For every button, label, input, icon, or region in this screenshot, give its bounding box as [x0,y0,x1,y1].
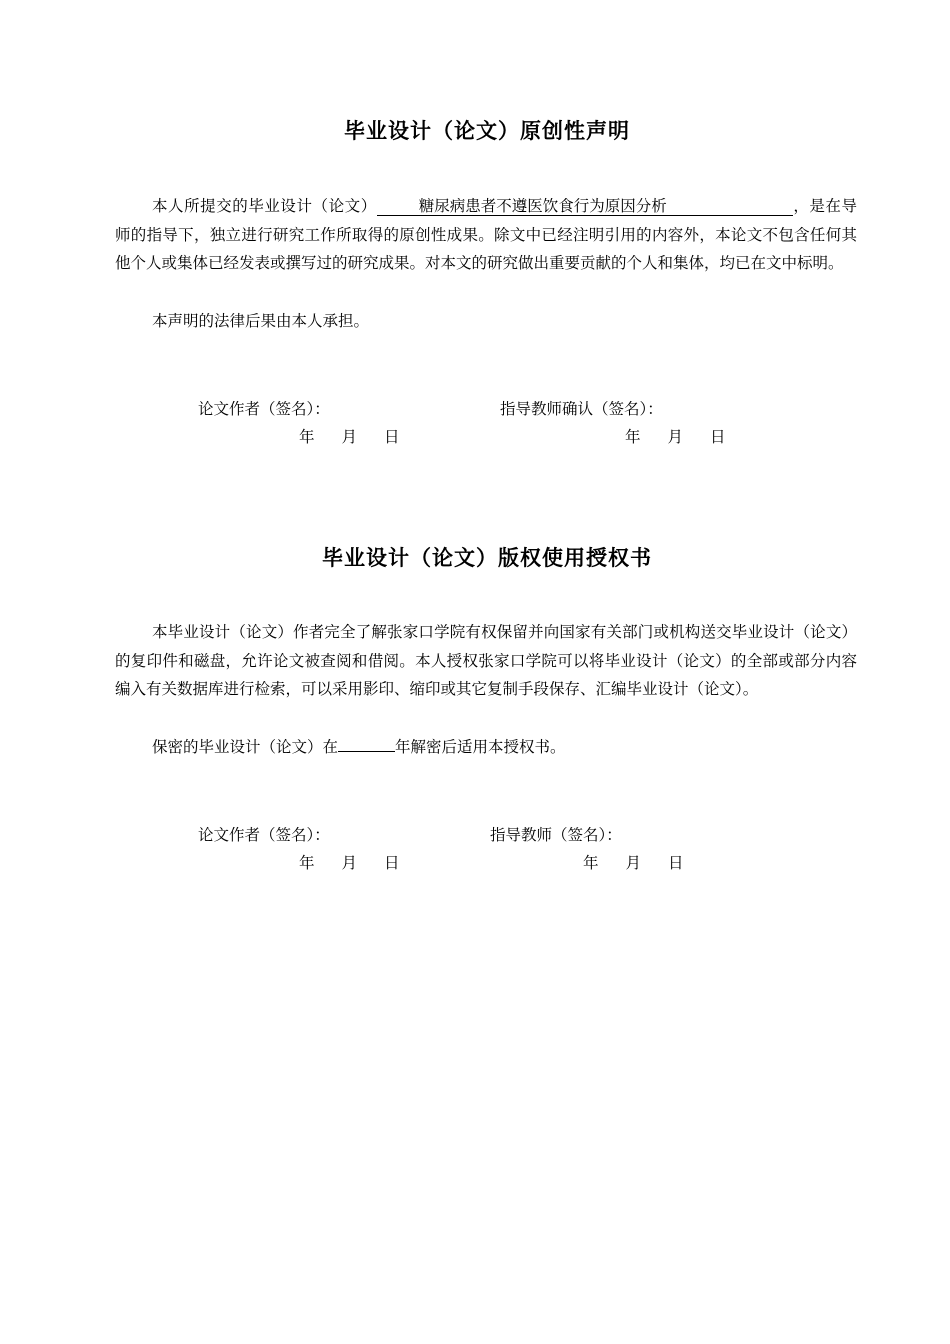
authorization-paragraph-1: 本毕业设计（论文）作者完全了解张家口学院有权保留并向国家有关部门或机构送交毕业设计（论文）的复印件和磁盘，允许论文被查阅和借阅。本人授权张家口学院可以将毕业设计（论文）的全部或部分内容编入有关数据库进行检索，可以采用影印、缩印或其它复制手段保存、汇编毕业设计（论文）。 [115,623,857,699]
declaration-author-date [299,425,400,447]
date-year: 年 [625,428,641,446]
declaration-p1-prefix: 本人所提交的毕业设计（论文） [152,197,377,215]
date-day: 日 [384,428,400,446]
authorization-author-signature-label: 论文作者（签名）： [198,826,330,844]
declaration-p1-suffix: ，是在导师的指导下，独立进行研究工作所取得的原创性成果。除文中已经注明引用的内容外，本论文不包含任何其他个人或集体已经发表或撰写过的研究成果。对本文的研究做出重要贡献的个人和集体，均已在文中标明。 [115,197,857,273]
authorization-author-date [299,851,400,873]
date-year: 年 [299,428,315,446]
date-year: 年 [299,854,315,872]
date-day: 日 [710,428,726,446]
date-day: 日 [384,854,400,872]
date-month: 月 [625,854,642,872]
date-day: 日 [668,854,684,872]
declaration-advisor-signature-label: 指导教师确认（签名）： [500,400,663,418]
date-month: 月 [667,428,684,446]
authorization-title: 毕业设计（论文）版权使用授权书 [322,546,652,570]
authorization-paragraph-2 [115,733,857,762]
decrypt-year-blank [338,751,395,752]
date-month: 月 [341,854,358,872]
thesis-title-field: 糖尿病患者不遵医饮食行为原因分析 [377,197,793,216]
declaration-author-signature-label: 论文作者（签名）： [198,400,330,418]
authorization-p2-prefix: 保密的毕业设计（论文）在 [152,738,339,756]
declaration-paragraph-2: 本声明的法律后果由本人承担。 [152,312,370,330]
declaration-advisor-date [625,425,726,447]
date-year: 年 [583,854,599,872]
authorization-p2-suffix: 年解密后适用本授权书。 [395,738,566,756]
authorization-advisor-date [583,851,684,873]
declaration-paragraph-1 [115,192,857,278]
declaration-title: 毕业设计（论文）原创性声明 [344,119,630,143]
authorization-advisor-signature-label: 指导教师（签名）： [490,826,622,844]
date-month: 月 [341,428,358,446]
